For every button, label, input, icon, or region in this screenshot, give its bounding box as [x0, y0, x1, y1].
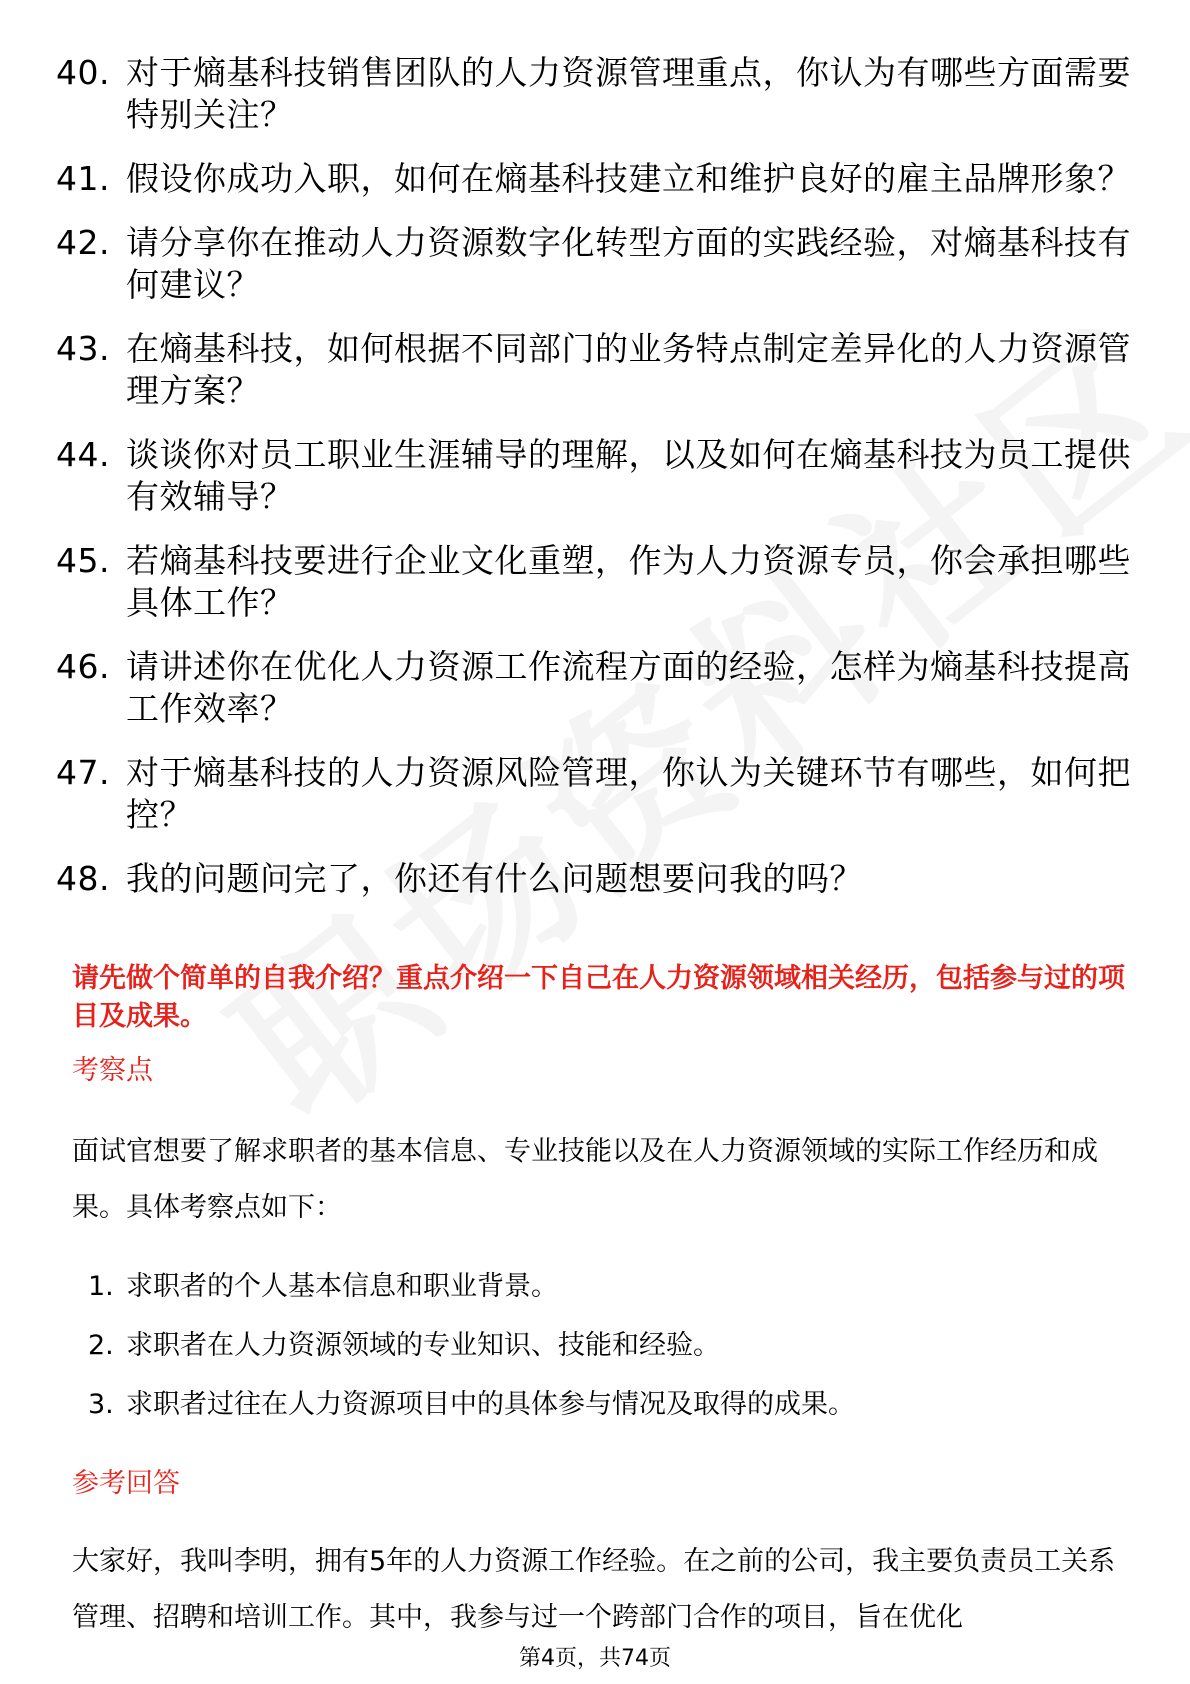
point-text: 求职者在人力资源领域的专业知识、技能和经验。 [126, 1330, 720, 1361]
assessment-point [88, 1386, 855, 1424]
question-item [56, 646, 1136, 730]
question-number: 45. [56, 541, 110, 580]
question-item [56, 752, 1136, 836]
question-number: 48. [56, 859, 110, 898]
point-number: 1. [88, 1271, 114, 1302]
reference-answer: 大家好，我叫李明，拥有5年的人力资源工作经验。在之前的公司，我主要负责员工关系管理、招聘和培训工作。其中，我参与过一个跨部门合作的项目，旨在优化 [72, 1546, 1116, 1633]
question-text: 假设你成功入职，如何在熵基科技建立和维护良好的雇主品牌形象？ [126, 159, 1131, 198]
question-number: 42. [56, 223, 110, 262]
question-item [56, 540, 1136, 624]
question-text: 若熵基科技要进行企业文化重塑，作为人力资源专员，你会承担哪些具体工作？ [126, 541, 1131, 622]
point-text: 求职者过往在人力资源项目中的具体参与情况及取得的成果。 [126, 1389, 855, 1420]
question-item [56, 158, 1136, 200]
question-number: 46. [56, 647, 110, 686]
question-text: 对于熵基科技的人力资源风险管理，你认为关键环节有哪些，如何把控？ [126, 753, 1131, 834]
point-number: 3. [88, 1389, 114, 1420]
question-text: 我的问题问完了，你还有什么问题想要问我的吗？ [126, 859, 863, 898]
reference-label: 参考回答 [72, 1468, 180, 1499]
question-item [56, 222, 1136, 306]
assessment-points [88, 1268, 855, 1445]
assessment-point [88, 1327, 855, 1365]
question-number: 43. [56, 329, 110, 368]
question-item [56, 858, 1136, 900]
question-number: 44. [56, 435, 110, 474]
question-number: 41. [56, 159, 110, 198]
featured-question-heading: 请先做个简单的自我介绍？重点介绍一下自己在人力资源领域相关经历，包括参与过的项目及成果。 [72, 963, 1125, 1032]
assessment-label: 考察点 [72, 1055, 153, 1086]
question-text: 谈谈你对员工职业生涯辅导的理解，以及如何在熵基科技为员工提供有效辅导？ [126, 435, 1131, 516]
question-text: 请分享你在推动人力资源数字化转型方面的实践经验，对熵基科技有何建议？ [126, 223, 1131, 304]
assessment-point [88, 1268, 855, 1306]
point-number: 2. [88, 1330, 114, 1361]
question-item [56, 434, 1136, 518]
question-text: 在熵基科技，如何根据不同部门的业务特点制定差异化的人力资源管理方案？ [126, 329, 1131, 410]
question-item [56, 52, 1136, 136]
question-number: 40. [56, 53, 110, 92]
page-footer: 第4页，共74页 [519, 1646, 671, 1671]
question-text: 对于熵基科技销售团队的人力资源管理重点，你认为有哪些方面需要特别关注？ [126, 53, 1131, 134]
question-number: 47. [56, 753, 110, 792]
question-item [56, 328, 1136, 412]
question-list [56, 52, 1136, 922]
question-text: 请讲述你在优化人力资源工作流程方面的经验，怎样为熵基科技提高工作效率？ [126, 647, 1131, 728]
point-text: 求职者的个人基本信息和职业背景。 [126, 1271, 558, 1302]
assessment-intro: 面试官想要了解求职者的基本信息、专业技能以及在人力资源领域的实际工作经历和成果。具体考察点如下： [72, 1136, 1098, 1223]
